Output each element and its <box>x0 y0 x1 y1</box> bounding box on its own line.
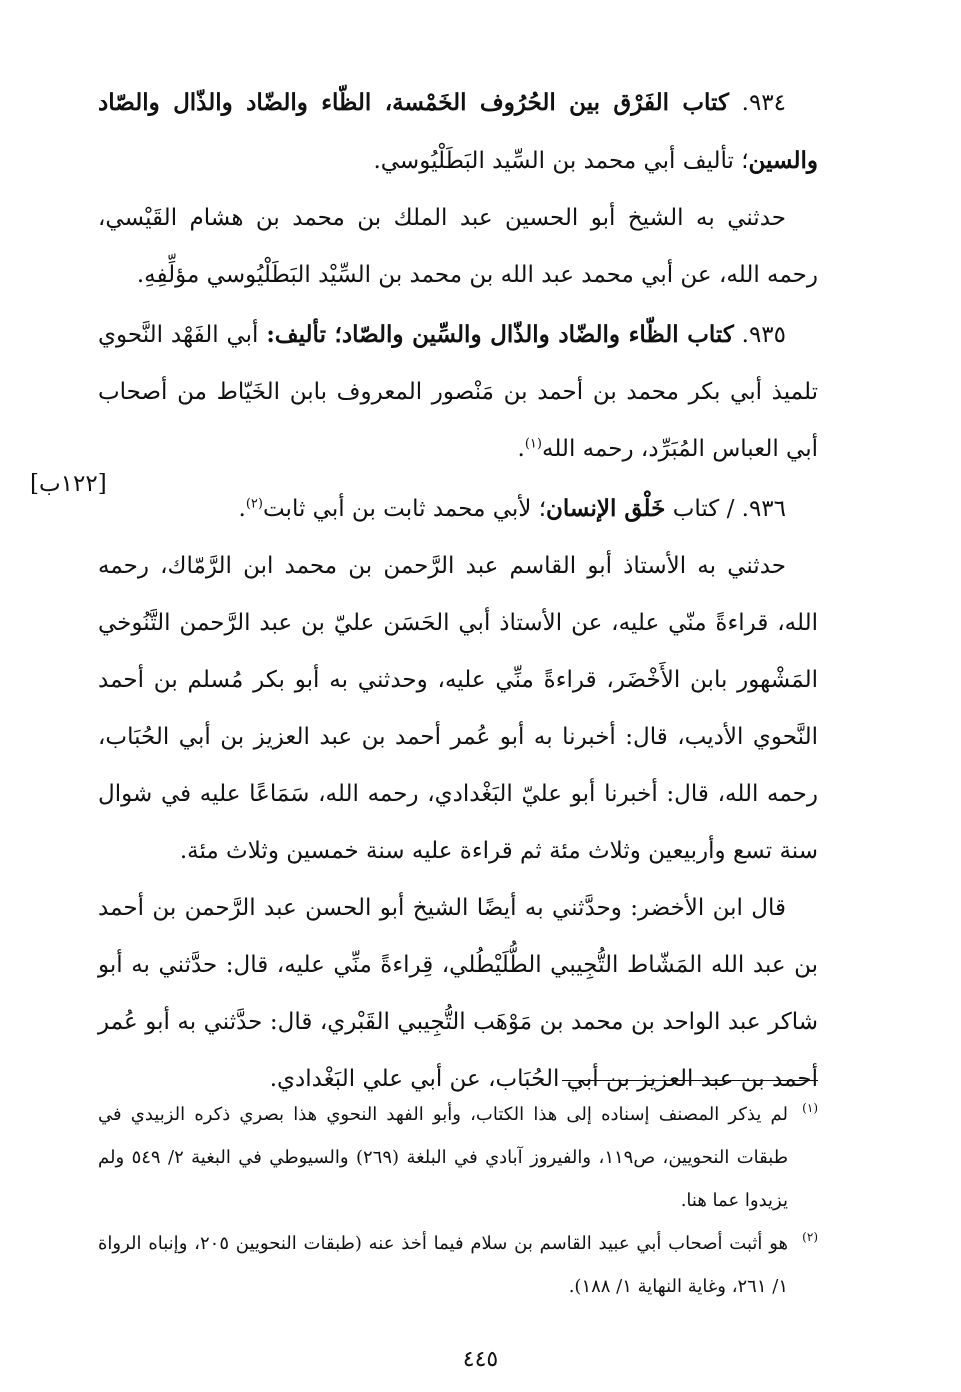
book-title: كتاب الظّاء والضّاد والذّال والسِّين والصّاد؛ تأليف: <box>266 321 734 348</box>
footnote-ref[interactable]: (٢) <box>245 496 263 512</box>
entry-936 <box>98 480 818 538</box>
entry-935 <box>98 306 818 478</box>
entry-tail: . <box>238 496 246 522</box>
footnote-ref[interactable]: (١) <box>524 436 542 452</box>
main-text <box>98 72 818 1108</box>
entry-tail: . <box>517 436 525 462</box>
entry-text: أبي الفَهْد النَّحوي تلميذ أبي بكر محمد بن أحمد بن مَنْصور المعروف بابن الخَيّاط من أصحاب أبي العباس المُبَرِّد، رحمه الله <box>98 322 818 462</box>
chain-paragraph <box>98 880 818 1108</box>
footnote-mark: (١) <box>802 1101 818 1115</box>
footnote-separator <box>562 1080 818 1081</box>
entry-text: ؛ لأبي محمد ثابت بن أبي ثابت <box>262 496 547 522</box>
page-number: ٤٤٥ <box>462 1347 499 1372</box>
entry-pre: / كتاب <box>665 496 742 522</box>
entry-number: ٩٣٦. <box>741 496 786 522</box>
footnote-2 <box>98 1222 818 1308</box>
manuscript-folio-marker: [١٢٢ب] <box>30 471 107 497</box>
footnote-text: هو أثبت أصحاب أبي عبيد القاسم بن سلام فيما أخذ عنه (طبقات النحويين ٢٠٥، وإنباه الرواة ١/ ٢٦١، وغاية النهاية ١/ ١٨٨). <box>98 1233 789 1297</box>
chain-paragraph <box>98 538 818 880</box>
entry-number: ٩٣٤. <box>741 90 786 116</box>
book-title: خَلْق الإنسان <box>546 495 666 522</box>
footnote-mark: (٢) <box>802 1230 818 1244</box>
entry-number: ٩٣٥. <box>741 322 787 348</box>
entry-934 <box>98 74 818 190</box>
footnotes <box>98 1093 818 1308</box>
book-title: كتاب الفَرْق بين الحُرُوف الخَمْسة، الظّاء والضّاد والذّال والصّاد والسين <box>98 89 818 174</box>
paragraph-text: حدثني به الشيخ أبو الحسين عبد الملك بن محمد بن هشام القَيْسي، رحمه الله، عن أبي محمد عبد الله بن محمد بن السِّيْد البَطَلْيُوسي مؤلِّفِهِ. <box>98 205 818 288</box>
footnote-1 <box>98 1093 818 1222</box>
chain-paragraph <box>98 190 818 304</box>
paragraph-text: قال ابن الأخضر: وحدَّثني به أيضًا الشيخ أبو الحسن عبد الرَّحمن بن أحمد بن عبد الله المَشّاط التُّجِيبي الطُّلَيْطُلي، قِراءةً منِّي عليه، قال: حدَّثني به أبو شاكر عبد الواحد بن محمد بن مَوْهَب التُّجِيبي القَبْري، قال: حدَّثني به أبو عُمر أحمد بن عبد العزيز بن أبي الحُبَاب، عن أبي علي البَغْدادي. <box>98 895 818 1092</box>
entry-text: ؛ تأليف أبي محمد بن السِّيد البَطَلْيُوسي. <box>373 148 749 174</box>
paragraph-text: حدثني به الأستاذ أبو القاسم عبد الرَّحمن بن محمد ابن الرَّمّاك، رحمه الله، قراءةً منّي عليه، عن الأستاذ أبي الحَسَن عليّ بن عبد الرَّحمن التَّنُوخي المَشْهور بابن الأَخْضَر، قراءةً منِّي عليه، وحدثني به أبو بكر مُسلم بن أحمد النَّحوي الأديب، قال: أخبرنا به أبو عُمر أحمد بن عبد العزيز بن أبي الحُبَاب، رحمه الله، قال: أخبرنا أبو عليّ البَغْدادي، رحمه الله، سَمَاعًا عليه في شوال سنة تسع وأربيعين وثلاث مئة ثم قراءة عليه سنة خمسين وثلاث مئة. <box>98 553 818 864</box>
footnote-text: لم يذكر المصنف إسناده إلى هذا الكتاب، وأبو الفهد النحوي هذا بصري ذكره الزبيدي في طبقات النحويين، ص١١٩، والفيروز آبادي في البلغة (٢٦٩) والسيوطي في البغية ٢/ ٥٤٩ ولم يزيدوا عما هنا. <box>98 1104 789 1211</box>
